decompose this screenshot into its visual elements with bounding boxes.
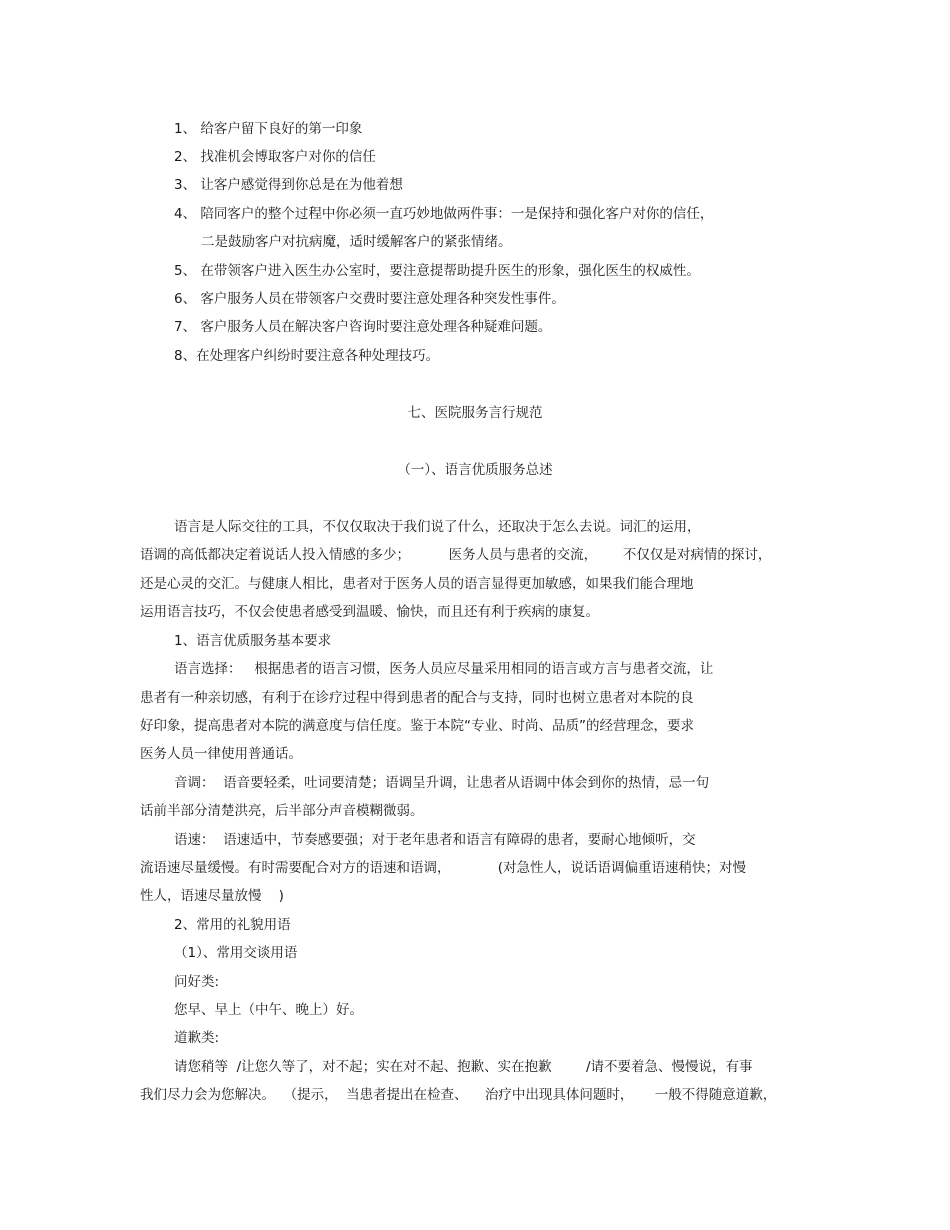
body-line: 话前半部分清楚洪亮，后半部分声音模糊微弱。 <box>140 803 424 819</box>
body-line: 语言选择： 根据患者的语言习惯，医务人员应尽量采用相同的语言或方言与患者交流，让 <box>174 661 714 677</box>
body-line: 问好类: <box>174 974 220 990</box>
list-item: 1、 给客户留下良好的第一印象 <box>174 121 363 137</box>
body-line: 请您稍等 /让您久等了，对不起；实在对不起、抱歉、实在抱歉 /请不要着急、慢慢说，有事 <box>174 1059 753 1075</box>
body-line: 性人，语速尽量放慢 ) <box>140 888 284 904</box>
body-subheading: （1）、常用交谈用语 <box>174 945 298 961</box>
body-subheading: 2、常用的礼貌用语 <box>174 917 291 933</box>
body-line: 好印象，提高患者对本院的满意度与信任度。鉴于本院“专业、时尚、品质”的经营理念，要求 <box>140 718 694 734</box>
list-item: 4、 陪同客户的整个过程中你必须一直巧妙地做两件事：一是保持和强化客户对你的信任， <box>174 206 714 222</box>
body-subheading: 1、语言优质服务基本要求 <box>174 633 332 649</box>
body-line: 语言是人际交往的工具，不仅仅取决于我们说了什么，还取决于怎么去说。词汇的运用， <box>174 519 701 535</box>
list-item: 8、在处理客户纠纷时要注意各种处理技巧。 <box>174 348 440 364</box>
body-line: 语调的高低都决定着说话人投入情感的多少； 医务人员与患者的交流， 不仅仅是对病情的探讨， <box>140 547 772 563</box>
list-item: 7、 客户服务人员在解决客户咨询时要注意处理各种疑难问题。 <box>174 319 552 335</box>
list-item-continuation: 二是鼓励客户对抗病魔，适时缓解客户的紧张情绪。 <box>201 234 512 250</box>
body-line: 您早、早上（中午、晚上）好。 <box>174 1002 363 1018</box>
list-item: 6、 客户服务人员在带领客户交费时要注意处理各种突发性事件。 <box>174 291 565 307</box>
body-line: 运用语言技巧，不仅会使患者感受到温暖、愉快，而且还有利于疾病的康复。 <box>140 604 599 620</box>
body-line: 还是心灵的交汇。与健康人相比，患者对于医务人员的语言显得更加敏感，如果我们能合理地 <box>140 576 694 592</box>
body-line: 医务人员一律使用普通话。 <box>140 746 302 762</box>
list-item: 2、 找准机会博取客户对你的信任 <box>174 149 376 165</box>
section-title: 七、医院服务言行规范 <box>407 405 543 421</box>
list-item: 3、 让客户感觉得到你总是在为他着想 <box>174 177 403 193</box>
list-item: 5、 在带领客户进入医生办公室时，要注意提帮助提升医生的形象，强化医生的权威性。 <box>174 263 700 279</box>
body-line: 道歉类: <box>174 1030 220 1046</box>
body-line: 音调： 语音要轻柔，吐词要清楚；语调呈升调，让患者从语调中体会到你的热情，忌一句 <box>174 775 710 791</box>
subsection-title: （一）、语言优质服务总述 <box>397 462 553 478</box>
body-line: 我们尽力会为您解决。 （提示， 当患者提出在检查、 治疗中出现具体问题时， 一般不得随意道歉， <box>140 1087 777 1103</box>
body-line: 语速： 语速适中，节奏感要强；对于老年患者和语言有障碍的患者，要耐心地倾听，交 <box>174 832 696 848</box>
body-line: 患者有一种亲切感，有利于在诊疗过程中得到患者的配合与支持，同时也树立患者对本院的良 <box>140 690 694 706</box>
body-line: 流语速尽量缓慢。有时需要配合对方的语速和语调， (对急性人，说话语调偏重语速稍快；对慢 <box>140 860 746 876</box>
